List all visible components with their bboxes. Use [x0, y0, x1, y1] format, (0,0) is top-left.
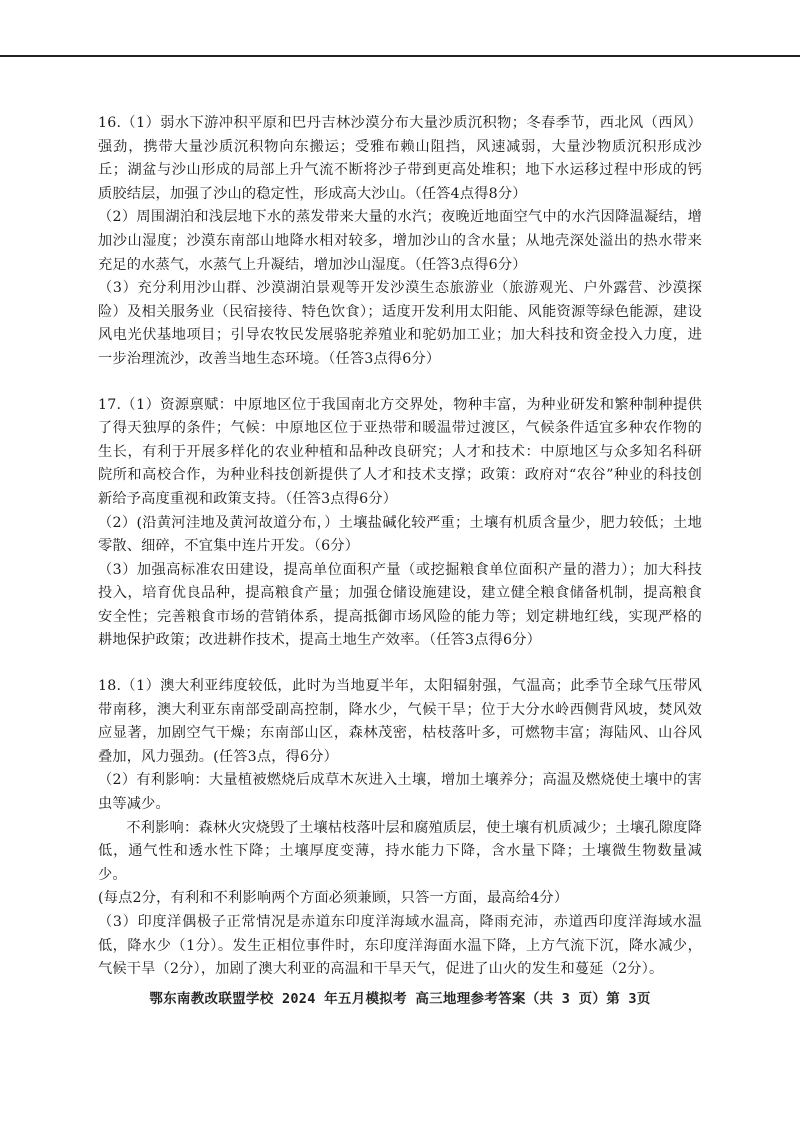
q18-part2-unfavorable: 不利影响：森林火灾烧毁了土壤枯枝落叶层和腐殖质层，使土壤有机质减少；土壤孔隙度降低，通气性和透水性下降；土壤厚度变薄，持水能力下降，含水量下降；土壤微生物数量减少。 — [98, 819, 702, 883]
q16-part3: （3）充分利用沙山群、沙漠湖泊景观等开发沙漠生态旅游业（旅游观光、户外露营、沙漠探险）及相关服务业（民宿接待、特色饮食）；适度开发利用太阳能、风能资源等绿色能源，建设风电光伏基地项目；引导农牧民发展骆驼养殖业和驼奶加工业；加大科技和资金投入力度，进一步治理流沙，改善当地生态环境。（任答3点得6分） — [98, 280, 702, 367]
q18-part3: （3）印度洋偶极子正常情况是赤道东印度洋海域水温高，降雨充沛，赤道西印度洋海域水温低，降水少（1分）。发生正相位事件时，东印度洋海面水温下降，上方气流下沉，降水减少，气候干旱（2分），加剧了澳大利亚的高温和干旱天气，促进了山火的发生和蔓延（2分）。 — [98, 914, 702, 978]
question-18 — [98, 675, 702, 982]
q18-part1: 18.（1）澳大利亚纬度较低，此时为当地夏半年，太阳辐射强，气温高；此季节全球气压带风带南移，澳大利亚东南部受副高控制，降水少，气候干旱；位于大分水岭西侧背风坡，焚风效应显著，加剧空气干燥；东南部山区，森林茂密，枯枝落叶多，可燃物丰富；海陆风、山谷风叠加，风力强劲。(任答3点，得6分） — [98, 678, 702, 765]
q17-part2: （2）(沿黄河洼地及黄河故道分布，）土壤盐碱化较严重；土壤有机质含量少，肥力较低；土地零散、细碎，不宜集中连片开发。（6分） — [98, 514, 702, 555]
q17-part3: （3）加强高标准农田建设，提高单位面积产量（或挖掘粮食单位面积产量的潜力）；加大科技投入，培育优良品种，提高粮食产量；加强仓储设施建设，建立健全粮食储备机制，提高粮食安全性；完善粮食市场的营销体系，提高抵御市场风险的能力等；划定耕地红线，实现严格的耕地保护政策；改进耕作技术，提高土地生产效率。（任答3点得6分） — [98, 561, 702, 649]
top-rule — [0, 55, 800, 57]
q18-part2-favorable: （2）有利影响：大量植被燃烧后成草木灰进入土壤，增加土壤养分；高温及燃烧使土壤中的害虫等减少。 — [98, 772, 702, 813]
page-footer: 鄂东南教改联盟学校 2024 年五月模拟考 高三地理参考答案（共 3 页）第 3页 — [149, 991, 651, 1007]
q17-part1: 17.（1）资源禀赋：中原地区位于我国南北方交界处，物种丰富，为种业研发和繁种制种提供了得天独厚的条件；气候：中原地区位于亚热带和暖温带过渡区，气候条件适宜多种农作物的生长，有利于开展多样化的农业种植和品种改良研究；人才和技术：中原地区与众多知名科研院所和高校合作，为种业科技创新提供了人才和技术支撑；政策：政府对“农谷”种业的科技创新给予高度重视和政策支持。（任答3点得6分） — [98, 396, 702, 507]
q18-part2-scoring-note: (每点2分，有利和不利影响两个方面必须兼顾，只答一方面，最高给4分） — [98, 890, 569, 907]
answer-content — [98, 112, 702, 982]
question-16 — [98, 112, 702, 372]
question-17 — [98, 394, 702, 654]
q16-part2: （2）周围湖泊和浅层地下水的蒸发带来大量的水汽；夜晚近地面空气中的水汽因降温凝结，增加沙山湿度；沙漠东南部山地降水相对较多，增加沙山的含水量；从地壳深处溢出的热水带来充足的水蒸气，水蒸气上升凝结，增加沙山湿度。（任答3点得6分） — [98, 209, 702, 273]
q16-part1: 16.（1）弱水下游冲积平原和巴丹吉林沙漠分布大量沙质沉积物；冬春季节，西北风（西风）强劲，携带大量沙质沉积物向东搬运；受雅布赖山阻挡，风速减弱，大量沙物质沉积形成沙丘；湖盆与沙山形成的局部上升气流不断将沙子带到更高处堆积；地下水运移过程中形成的钙质胶结层，加强了沙山的稳定性，形成高大沙山。（任答4点得8分） — [98, 115, 702, 202]
